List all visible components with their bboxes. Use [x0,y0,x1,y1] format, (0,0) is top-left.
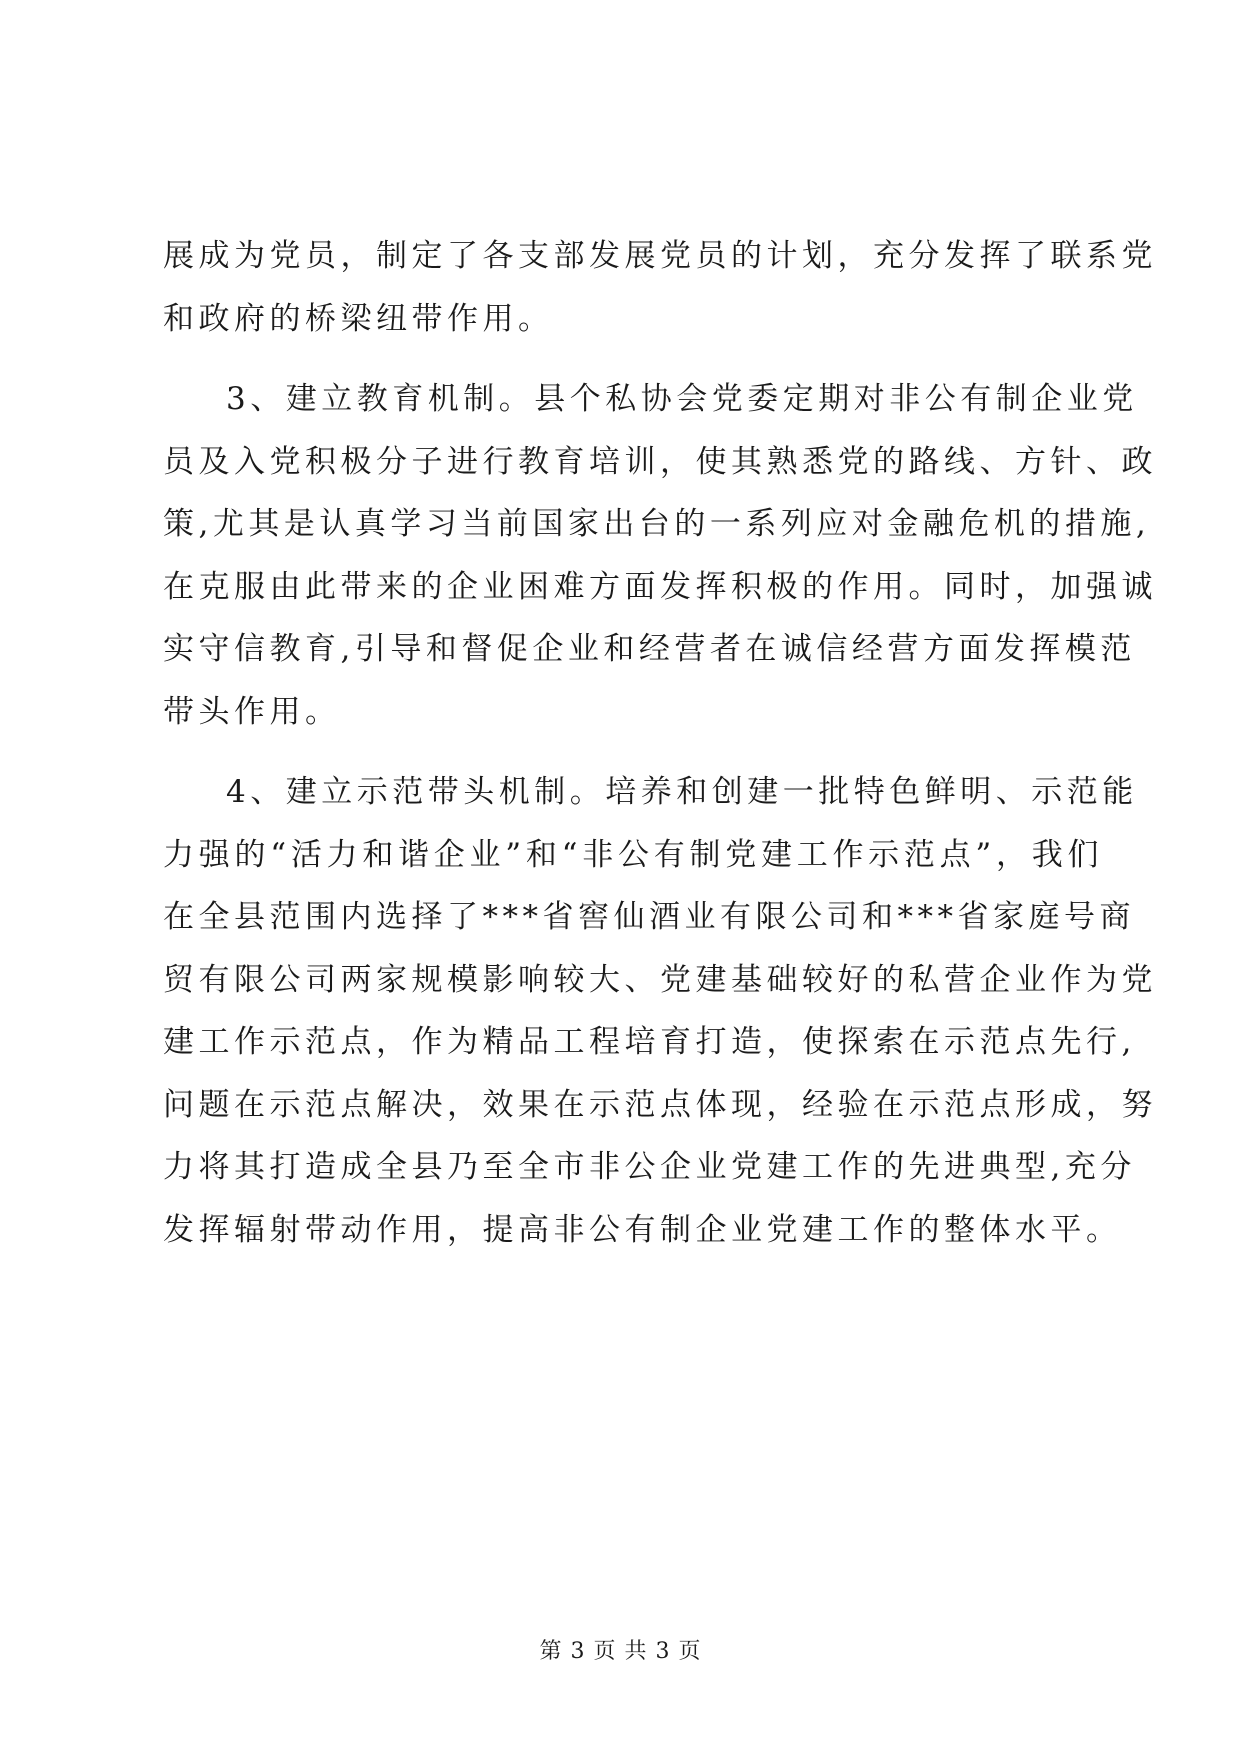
text-line: 带头作用。 [163,693,341,730]
paragraph-demonstration-mechanism [163,761,1157,1261]
text-line: 在全县范围内选择了***省窖仙酒业有限公司和***省家庭号商 [163,899,1135,935]
text-line: 力将其打造成全县乃至全市非公企业党建工作的先进典型,充分 [163,1149,1136,1185]
text-line: 员及入党积极分子进行教育培训，使其熟悉党的路线、方针、政 [163,443,1157,480]
paragraph-continuation [163,225,1157,350]
text-line: 4、建立示范带头机制。培养和创建一批特色鲜明、示范能 [226,774,1138,810]
paragraph-education-mechanism [163,368,1157,743]
text-line: 实守信教育,引导和督促企业和经营者在诚信经营方面发挥模范 [163,631,1136,667]
text-line: 在克服由此带来的企业困难方面发挥积极的作用。同时，加强诚 [163,568,1157,605]
text-line: 策,尤其是认真学习当前国家出台的一系列应对金融危机的措施, [163,506,1151,542]
text-line: 展成为党员，制定了各支部发展党员的计划，充分发挥了联系党 [163,238,1157,274]
text-line: 贸有限公司两家规模影响较大、党建基础较好的私营企业作为党 [163,961,1157,998]
text-line: 力强的“活力和谐企业”和“非公有制党建工作示范点”，我们 [163,836,1103,873]
text-line: 建工作示范点，作为精品工程培育打造，使探索在示范点先行, [163,1024,1136,1060]
text-line: 发挥辐射带动作用，提高非公有制企业党建工作的整体水平。 [163,1211,1122,1248]
document-body [163,225,1157,1261]
text-line: 3、建立教育机制。县个私协会党委定期对非公有制企业党 [226,381,1138,417]
text-line: 和政府的桥梁纽带作用。 [163,300,554,337]
text-line: 问题在示范点解决，效果在示范点体现，经验在示范点形成，努 [163,1086,1157,1123]
page-number-footer: 第 3 页 共 3 页 [539,1639,702,1664]
